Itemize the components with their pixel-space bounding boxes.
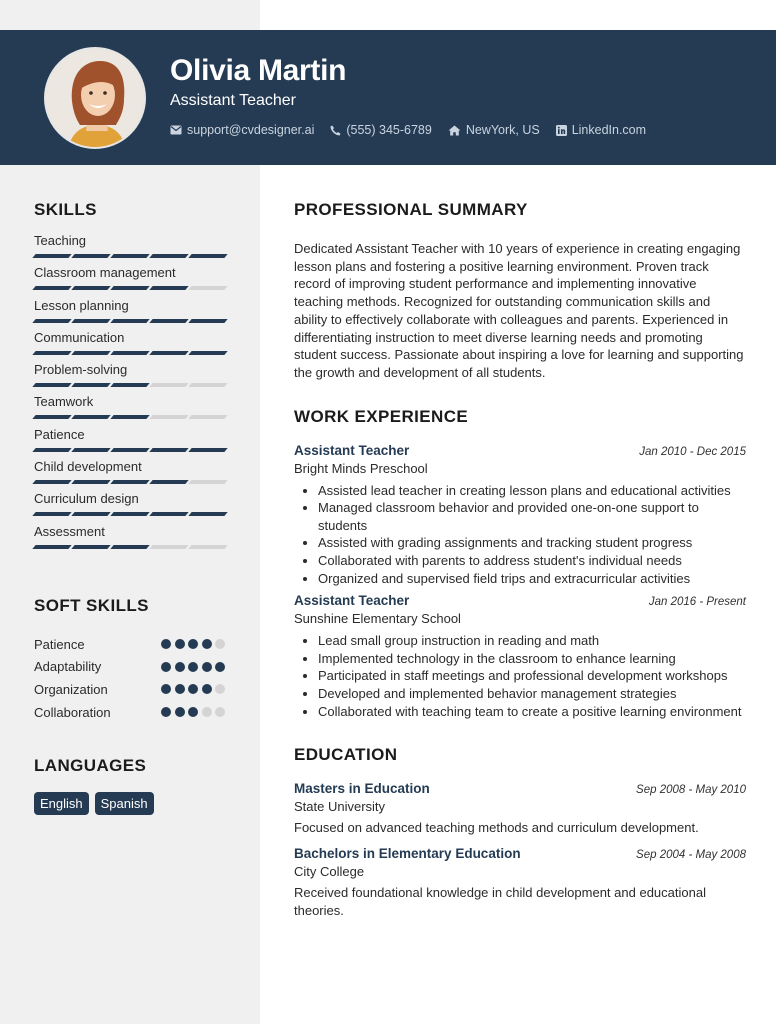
rating-dot — [188, 707, 198, 717]
skill-level-segment — [149, 480, 188, 484]
education-description: Received foundational knowledge in child development and educational theories. — [294, 884, 706, 918]
job-employer: Bright Minds Preschool — [294, 460, 428, 476]
language-tag: English — [34, 792, 89, 815]
contact-location — [448, 123, 540, 137]
skill-level-bar — [34, 254, 226, 258]
skill-name: Patience — [34, 426, 85, 442]
education-list — [294, 781, 746, 919]
linkedin-icon — [556, 125, 567, 136]
language-tags — [34, 792, 226, 815]
skill-level-segment — [71, 286, 110, 290]
rating-dot — [215, 639, 225, 649]
skill-level-segment — [32, 254, 71, 258]
rating-dot — [161, 684, 171, 694]
skill-level-bar — [34, 448, 226, 452]
skill-level-segment — [32, 512, 71, 516]
rating-dot — [188, 662, 198, 672]
skill-level-segment — [32, 286, 71, 290]
languages-section — [34, 756, 226, 815]
skill-level-segment — [149, 351, 188, 355]
envelope-icon — [170, 125, 182, 135]
skill-level-segment — [71, 545, 110, 549]
responsibility-item: • Implemented technology in the classroom to enhance learning — [318, 650, 746, 668]
soft-skill-name: Patience — [34, 636, 85, 652]
contact-linkedin-text: LinkedIn.com — [571, 123, 647, 137]
work-heading: WORK EXPERIENCE — [294, 406, 469, 426]
skill-level-bar — [34, 319, 226, 323]
skill-level-segment — [110, 383, 149, 387]
job-employer: Sunshine Elementary School — [294, 611, 461, 627]
skill-level-segment — [32, 319, 71, 323]
rating-dot — [202, 707, 212, 717]
education-entry — [294, 846, 746, 919]
responsibility-item: • Developed and implemented behavior management strategies — [318, 685, 746, 703]
soft-skill-rating — [161, 707, 225, 717]
soft-skill-rating — [161, 684, 225, 694]
rating-dot — [161, 639, 171, 649]
left-column — [34, 200, 226, 815]
skill-level-segment — [149, 286, 188, 290]
skill-level-segment — [32, 448, 71, 452]
skill-level-segment — [71, 512, 110, 516]
skill-level-segment — [188, 512, 227, 516]
soft-skill-name: Adaptability — [34, 659, 102, 675]
rating-dot — [215, 662, 225, 672]
skill-name: Communication — [34, 329, 125, 345]
skill-level-segment — [188, 480, 227, 484]
skill-level-segment — [32, 383, 71, 387]
skill-name: Teaching — [34, 233, 87, 248]
contact-linkedin[interactable] — [556, 123, 646, 137]
skill-level-segment — [110, 545, 149, 549]
soft-skill-name: Collaboration — [34, 704, 111, 720]
job-entry — [294, 443, 746, 588]
skill-level-segment — [71, 448, 110, 452]
job-position: Assistant Teacher — [294, 442, 410, 458]
summary-heading: PROFESSIONAL SUMMARY — [294, 200, 528, 219]
soft-skill-item — [34, 656, 226, 679]
skill-level-segment — [188, 383, 227, 387]
skills-heading: SKILLS — [34, 200, 97, 219]
skill-item — [34, 233, 226, 265]
rating-dot — [215, 707, 225, 717]
skill-level-bar — [34, 415, 226, 419]
rating-dot — [202, 639, 212, 649]
rating-dot — [202, 662, 212, 672]
skill-level-segment — [71, 415, 110, 419]
skills-list — [34, 233, 226, 556]
contact-email[interactable] — [170, 123, 314, 137]
skill-level-segment — [149, 415, 188, 419]
person-name: Olivia Martin — [170, 54, 347, 87]
rating-dot — [161, 707, 171, 717]
soft-skills-list — [34, 633, 226, 723]
skill-level-segment — [188, 415, 227, 419]
rating-dot — [161, 662, 171, 672]
soft-skill-item — [34, 633, 226, 656]
responsibility-item: • Participated in staff meetings and professional development workshops — [318, 667, 746, 685]
skill-name: Child development — [34, 459, 142, 475]
rating-dot — [175, 662, 185, 672]
home-icon — [448, 125, 461, 136]
skill-level-bar — [34, 286, 226, 290]
soft-skill-rating — [161, 662, 225, 672]
skill-level-bar — [34, 383, 226, 387]
responsibility-item: • Managed classroom behavior and provided one-on-one support to students — [318, 499, 746, 534]
education-dates: Sep 2004 - May 2008 — [636, 848, 746, 861]
skill-level-segment — [149, 448, 188, 452]
skill-item — [34, 491, 226, 523]
skill-level-segment — [110, 480, 149, 484]
skill-name: Teamwork — [34, 394, 94, 410]
job-responsibilities — [294, 632, 746, 720]
job-title: Assistant Teacher — [170, 92, 296, 109]
skill-level-segment — [71, 319, 110, 323]
skill-item — [34, 459, 226, 491]
responsibility-item: • Lead small group instruction in reading and math — [318, 632, 746, 650]
job-entry — [294, 593, 746, 720]
soft-skill-item — [34, 701, 226, 724]
soft-skills-section — [34, 596, 226, 723]
language-tag: Spanish — [95, 792, 154, 815]
soft-skills-heading: SOFT SKILLS — [34, 595, 149, 615]
skill-level-segment — [32, 351, 71, 355]
education-section — [294, 745, 746, 919]
skill-level-segment — [110, 254, 149, 258]
skill-item — [34, 330, 226, 362]
contact-phone[interactable] — [330, 123, 431, 137]
responsibility-item: • Assisted lead teacher in creating lesson plans and educational activities — [318, 482, 746, 500]
skill-item — [34, 427, 226, 459]
skill-level-segment — [188, 254, 227, 258]
summary-text: Dedicated Assistant Teacher with 10 years of experience in creating engaging lesson plans and fostering a positive learning environment. Proven track record of improving student performance and implementing innovative teaching methods. Recognized for outstanding communication skills and ability to effectively collaborate with colleagues and parents. Experienced in differentiating instruction to meet diverse learning needs and promoting student success. Passionate about inspiring a love for learning and supporting the growth and development of all students. — [294, 241, 744, 380]
skill-name: Curriculum design — [34, 491, 139, 507]
soft-skill-rating — [161, 639, 225, 649]
rating-dot — [175, 707, 185, 717]
contact-location-text: NewYork, US — [465, 123, 540, 137]
skill-item — [34, 524, 226, 556]
skill-level-segment — [110, 415, 149, 419]
education-header — [294, 846, 746, 861]
skill-level-segment — [149, 254, 188, 258]
skill-level-segment — [149, 512, 188, 516]
skill-level-bar — [34, 351, 226, 355]
skill-item — [34, 394, 226, 426]
education-entry — [294, 781, 746, 837]
skill-name: Lesson planning — [34, 297, 129, 313]
contact-email-text: support@cvdesigner.ai — [187, 123, 315, 137]
resume-header — [0, 30, 776, 165]
school-name: City College — [294, 863, 365, 879]
job-header — [294, 593, 746, 608]
degree-name: Bachelors in Elementary Education — [294, 845, 521, 861]
skill-item — [34, 362, 226, 394]
rating-dot — [188, 639, 198, 649]
education-heading: EDUCATION — [294, 745, 398, 765]
skill-level-segment — [110, 319, 149, 323]
skill-level-bar — [34, 512, 226, 516]
skill-level-segment — [71, 351, 110, 355]
skill-level-segment — [71, 383, 110, 387]
skill-level-segment — [188, 286, 227, 290]
job-dates: Jan 2010 - Dec 2015 — [639, 445, 746, 458]
skill-level-segment — [188, 351, 227, 355]
skill-level-segment — [110, 286, 149, 290]
right-column — [294, 200, 746, 919]
profile-photo — [44, 47, 146, 149]
skill-level-segment — [149, 545, 188, 549]
job-header — [294, 443, 746, 458]
skill-item — [34, 298, 226, 330]
skill-level-bar — [34, 480, 226, 484]
skill-name: Classroom management — [34, 265, 176, 281]
skill-level-segment — [149, 383, 188, 387]
job-position: Assistant Teacher — [294, 593, 410, 609]
work-section — [294, 407, 746, 721]
skill-level-segment — [71, 480, 110, 484]
soft-skill-name: Organization — [34, 681, 108, 697]
skill-name: Problem-solving — [34, 362, 128, 378]
responsibility-item: • Collaborated with teaching team to create a positive learning environment — [318, 703, 746, 721]
skill-level-segment — [188, 319, 227, 323]
rating-dot — [175, 684, 185, 694]
skill-level-segment — [71, 254, 110, 258]
job-responsibilities — [294, 482, 746, 588]
responsibility-item: • Assisted with grading assignments and tracking student progress — [318, 534, 746, 552]
skill-level-segment — [32, 415, 71, 419]
skill-level-segment — [110, 351, 149, 355]
rating-dot — [215, 684, 225, 694]
contact-phone-text: (555) 345-6789 — [346, 123, 432, 137]
education-dates: Sep 2008 - May 2010 — [636, 784, 746, 797]
skill-level-segment — [32, 480, 71, 484]
skill-level-segment — [149, 319, 188, 323]
skill-level-segment — [188, 545, 227, 549]
skill-level-segment — [110, 512, 149, 516]
rating-dot — [188, 684, 198, 694]
languages-heading: LANGUAGES — [34, 756, 147, 776]
skill-level-segment — [32, 545, 71, 549]
degree-name: Masters in Education — [294, 781, 430, 797]
skill-item — [34, 265, 226, 297]
responsibility-item: • Organized and supervised field trips and extracurricular activities — [318, 570, 746, 588]
contact-bar — [170, 123, 646, 137]
skill-name: Assessment — [34, 523, 105, 539]
rating-dot — [202, 684, 212, 694]
phone-icon — [330, 125, 341, 136]
school-name: State University — [294, 799, 386, 815]
skill-level-bar — [34, 545, 226, 549]
soft-skill-item — [34, 678, 226, 701]
education-description: Focused on advanced teaching methods and curriculum development. — [294, 820, 699, 836]
skill-level-segment — [110, 448, 149, 452]
responsibility-item: • Collaborated with parents to address student's individual needs — [318, 552, 746, 570]
skill-level-segment — [188, 448, 227, 452]
job-list — [294, 443, 746, 721]
education-header — [294, 781, 746, 796]
job-dates: Jan 2016 - Present — [648, 596, 746, 609]
rating-dot — [175, 639, 185, 649]
